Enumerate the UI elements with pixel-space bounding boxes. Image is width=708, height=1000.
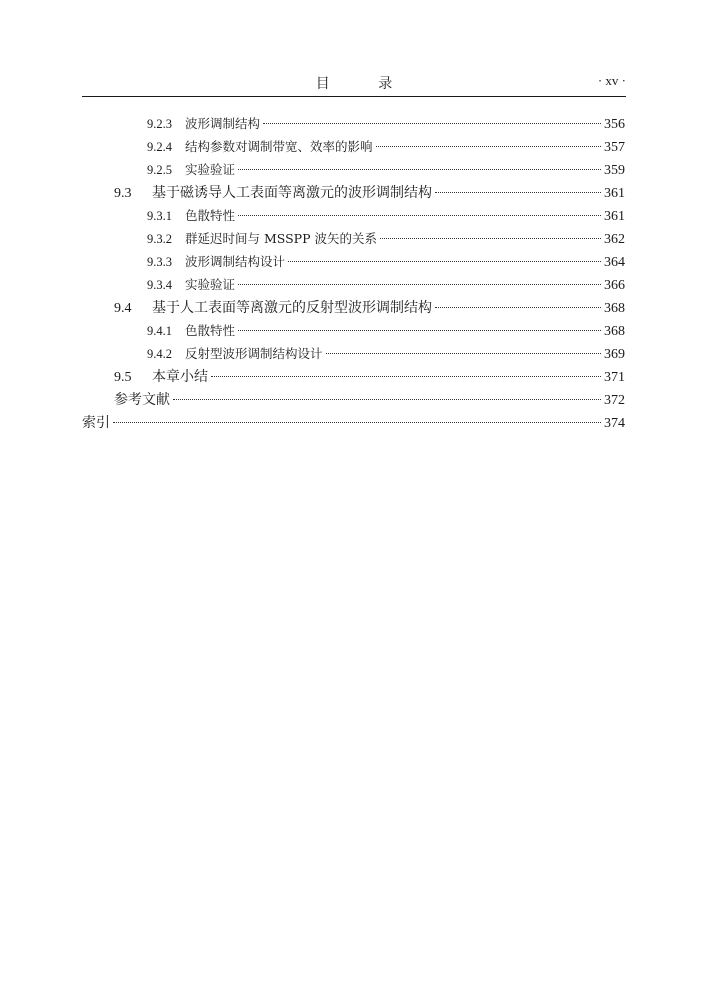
toc-entry-page: 361	[604, 186, 625, 201]
dot-leader	[238, 169, 601, 170]
toc-entry-page: 374	[604, 416, 625, 431]
toc-entry[interactable]	[147, 206, 625, 226]
toc-entry-page: 357	[604, 140, 625, 155]
dot-leader	[288, 261, 601, 262]
toc-entry-page: 359	[604, 163, 625, 178]
toc-entry[interactable]	[114, 389, 625, 409]
toc-entry-title: 本章小结	[152, 369, 208, 385]
toc-entry-page: 362	[604, 232, 625, 247]
toc-entry-title: 色散特性	[185, 323, 236, 338]
toc-entry-number: 9.3.2	[147, 232, 172, 246]
toc-entry-number: 9.4.1	[147, 324, 172, 338]
toc-entry-title: 色散特性	[185, 208, 236, 223]
dot-leader	[211, 376, 601, 377]
dot-leader	[173, 399, 601, 400]
toc-entry[interactable]	[114, 297, 625, 317]
toc-entry-page: 366	[604, 278, 625, 293]
running-header	[82, 68, 626, 97]
toc-entry-page: 369	[604, 347, 625, 362]
toc-entry-page: 372	[604, 393, 625, 408]
toc-entry-page: 356	[604, 117, 625, 132]
dot-leader	[238, 215, 601, 216]
toc-entry-title: 结构参数对调制带宽、效率的影响	[185, 139, 373, 154]
toc-entry-title: 波形调制结构设计	[185, 254, 286, 269]
header-title: 目 录	[315, 76, 415, 92]
toc-entry-page: 361	[604, 209, 625, 224]
dot-leader	[113, 422, 601, 423]
dot-leader	[238, 284, 601, 285]
dot-leader	[376, 146, 601, 147]
toc-entry-number: 9.2.3	[147, 117, 172, 131]
toc-entry-number: 9.3.4	[147, 278, 172, 292]
toc-entry[interactable]	[147, 160, 625, 180]
toc-entry[interactable]	[147, 252, 625, 272]
toc-entry-title: 实验验证	[185, 277, 236, 292]
dot-leader	[326, 353, 601, 354]
dot-leader	[380, 238, 601, 239]
toc-entry[interactable]	[147, 229, 625, 249]
toc-entry-page: 364	[604, 255, 625, 270]
toc-entry-title: 参考文献	[114, 392, 170, 408]
toc-entry-title: 基于磁诱导人工表面等离激元的波形调制结构	[152, 185, 432, 201]
toc-entry[interactable]	[147, 275, 625, 295]
header-page-number: · xv ·	[597, 73, 626, 88]
toc-entry-title: 基于人工表面等离激元的反射型波形调制结构	[152, 300, 432, 316]
toc-entry[interactable]	[114, 366, 625, 386]
toc-entry-number: 9.3.3	[147, 255, 172, 269]
toc-entry-number: 9.4	[114, 301, 132, 316]
toc-entry-number: 9.3	[114, 186, 132, 201]
toc-entry-number: 9.5	[114, 370, 132, 385]
toc-entry-number: 9.2.5	[147, 163, 172, 177]
toc-entry[interactable]	[114, 182, 625, 202]
toc-entry-page: 371	[604, 370, 625, 385]
dot-leader	[263, 123, 601, 124]
toc-entry-title: 索引	[82, 415, 110, 431]
toc-entry-number: 9.3.1	[147, 209, 172, 223]
toc-entry-title: 群延迟时间与 MSSPP 波矢的关系	[185, 231, 377, 246]
dot-leader	[435, 192, 601, 193]
toc-entry[interactable]	[147, 344, 625, 364]
dot-leader	[238, 330, 601, 331]
toc-entry-title: 实验验证	[185, 162, 236, 177]
toc-entry[interactable]	[147, 321, 625, 341]
toc-entry-number: 9.2.4	[147, 140, 172, 154]
toc-entry-number: 9.4.2	[147, 347, 172, 361]
toc-entry[interactable]	[82, 412, 625, 432]
toc-entry-page: 368	[604, 324, 625, 339]
toc-entry-title: 波形调制结构	[185, 116, 261, 131]
toc-entry-title: 反射型波形调制结构设计	[185, 346, 323, 361]
toc-entry-page: 368	[604, 301, 625, 316]
dot-leader	[435, 307, 601, 308]
toc-entry[interactable]	[147, 114, 625, 134]
toc-entry[interactable]	[147, 137, 625, 157]
